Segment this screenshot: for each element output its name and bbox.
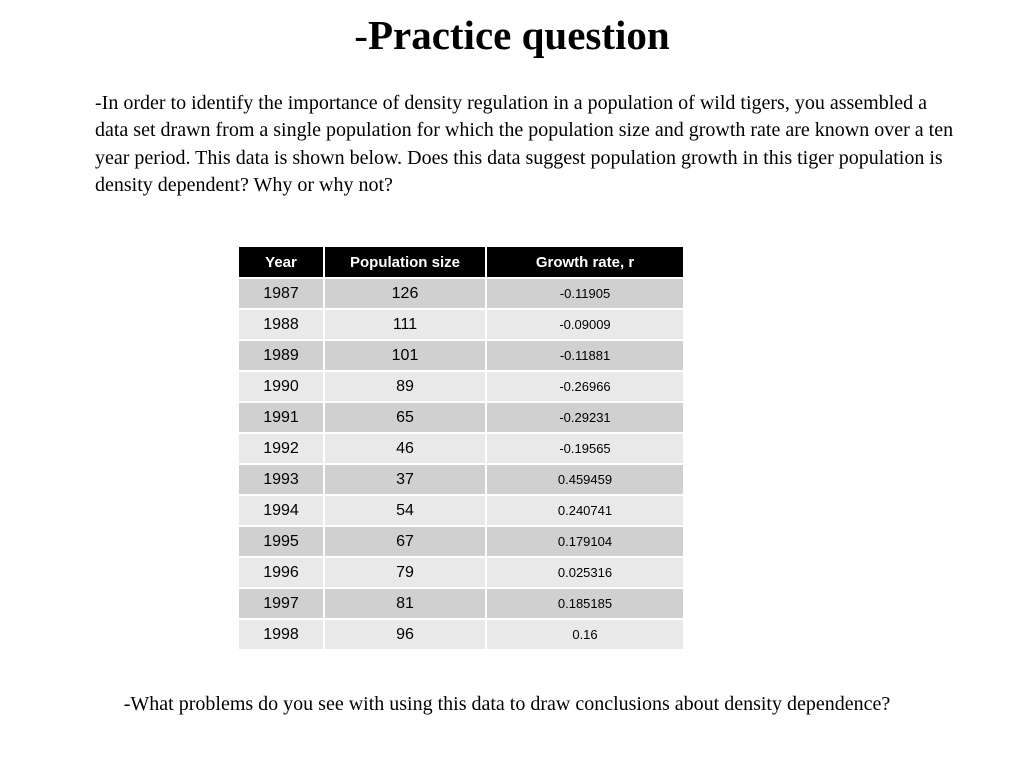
growth-rate-cell: 0.16 xyxy=(486,619,683,650)
question-paragraph: -In order to identify the importance of density regulation in a population of wild tigers, you assembled a data set drawn from a single population for which the population size and growth rate are known over a ten year period. This data is shown below. Does this data suggest population growth in this tiger population is density dependent? Why or why not? xyxy=(95,92,954,196)
growth-rate-cell: 0.179104 xyxy=(486,526,683,557)
year-cell: 1991 xyxy=(239,402,324,433)
table-row xyxy=(239,588,683,619)
header-population-size: Population size xyxy=(324,247,486,278)
year-cell: 1992 xyxy=(239,433,324,464)
table-body xyxy=(239,278,683,650)
growth-rate-cell: 0.240741 xyxy=(486,495,683,526)
year-cell: 1996 xyxy=(239,557,324,588)
slide-title xyxy=(0,8,1024,62)
population-size-cell: 46 xyxy=(324,433,486,464)
table-row xyxy=(239,464,683,495)
population-size-cell: 37 xyxy=(324,464,486,495)
year-cell: 1993 xyxy=(239,464,324,495)
year-cell: 1997 xyxy=(239,588,324,619)
year-cell: 1989 xyxy=(239,340,324,371)
table-row xyxy=(239,340,683,371)
population-size-cell: 111 xyxy=(324,309,486,340)
table-row xyxy=(239,371,683,402)
table-row xyxy=(239,526,683,557)
table-header-row xyxy=(239,247,683,278)
growth-rate-cell: 0.025316 xyxy=(486,557,683,588)
table-row xyxy=(239,402,683,433)
population-size-cell: 54 xyxy=(324,495,486,526)
growth-rate-cell: -0.11905 xyxy=(486,278,683,309)
population-size-cell: 79 xyxy=(324,557,486,588)
table-row xyxy=(239,433,683,464)
population-size-cell: 65 xyxy=(324,402,486,433)
population-size-cell: 126 xyxy=(324,278,486,309)
growth-rate-cell: -0.26966 xyxy=(486,371,683,402)
table-header xyxy=(239,247,683,278)
growth-rate-cell: 0.185185 xyxy=(486,588,683,619)
title-text: Practice question xyxy=(367,12,670,58)
year-cell: 1987 xyxy=(239,278,324,309)
tiger-population-table xyxy=(239,247,683,651)
title-prefix: - xyxy=(354,12,368,58)
population-size-cell: 67 xyxy=(324,526,486,557)
header-year: Year xyxy=(239,247,324,278)
footer-question: -What problems do you see with using this data to draw conclusions about density dependence? xyxy=(123,693,891,715)
population-size-cell: 89 xyxy=(324,371,486,402)
population-size-cell: 96 xyxy=(324,619,486,650)
table-row xyxy=(239,619,683,650)
population-size-cell: 101 xyxy=(324,340,486,371)
year-cell: 1995 xyxy=(239,526,324,557)
year-cell: 1998 xyxy=(239,619,324,650)
year-cell: 1994 xyxy=(239,495,324,526)
population-size-cell: 81 xyxy=(324,588,486,619)
header-growth-rate: Growth rate, r xyxy=(486,247,683,278)
table-row xyxy=(239,309,683,340)
growth-rate-cell: -0.09009 xyxy=(486,309,683,340)
table-row xyxy=(239,495,683,526)
table-row xyxy=(239,278,683,309)
growth-rate-cell: -0.29231 xyxy=(486,402,683,433)
growth-rate-cell: -0.11881 xyxy=(486,340,683,371)
growth-rate-cell: -0.19565 xyxy=(486,433,683,464)
table-row xyxy=(239,557,683,588)
year-cell: 1988 xyxy=(239,309,324,340)
growth-rate-cell: 0.459459 xyxy=(486,464,683,495)
year-cell: 1990 xyxy=(239,371,324,402)
